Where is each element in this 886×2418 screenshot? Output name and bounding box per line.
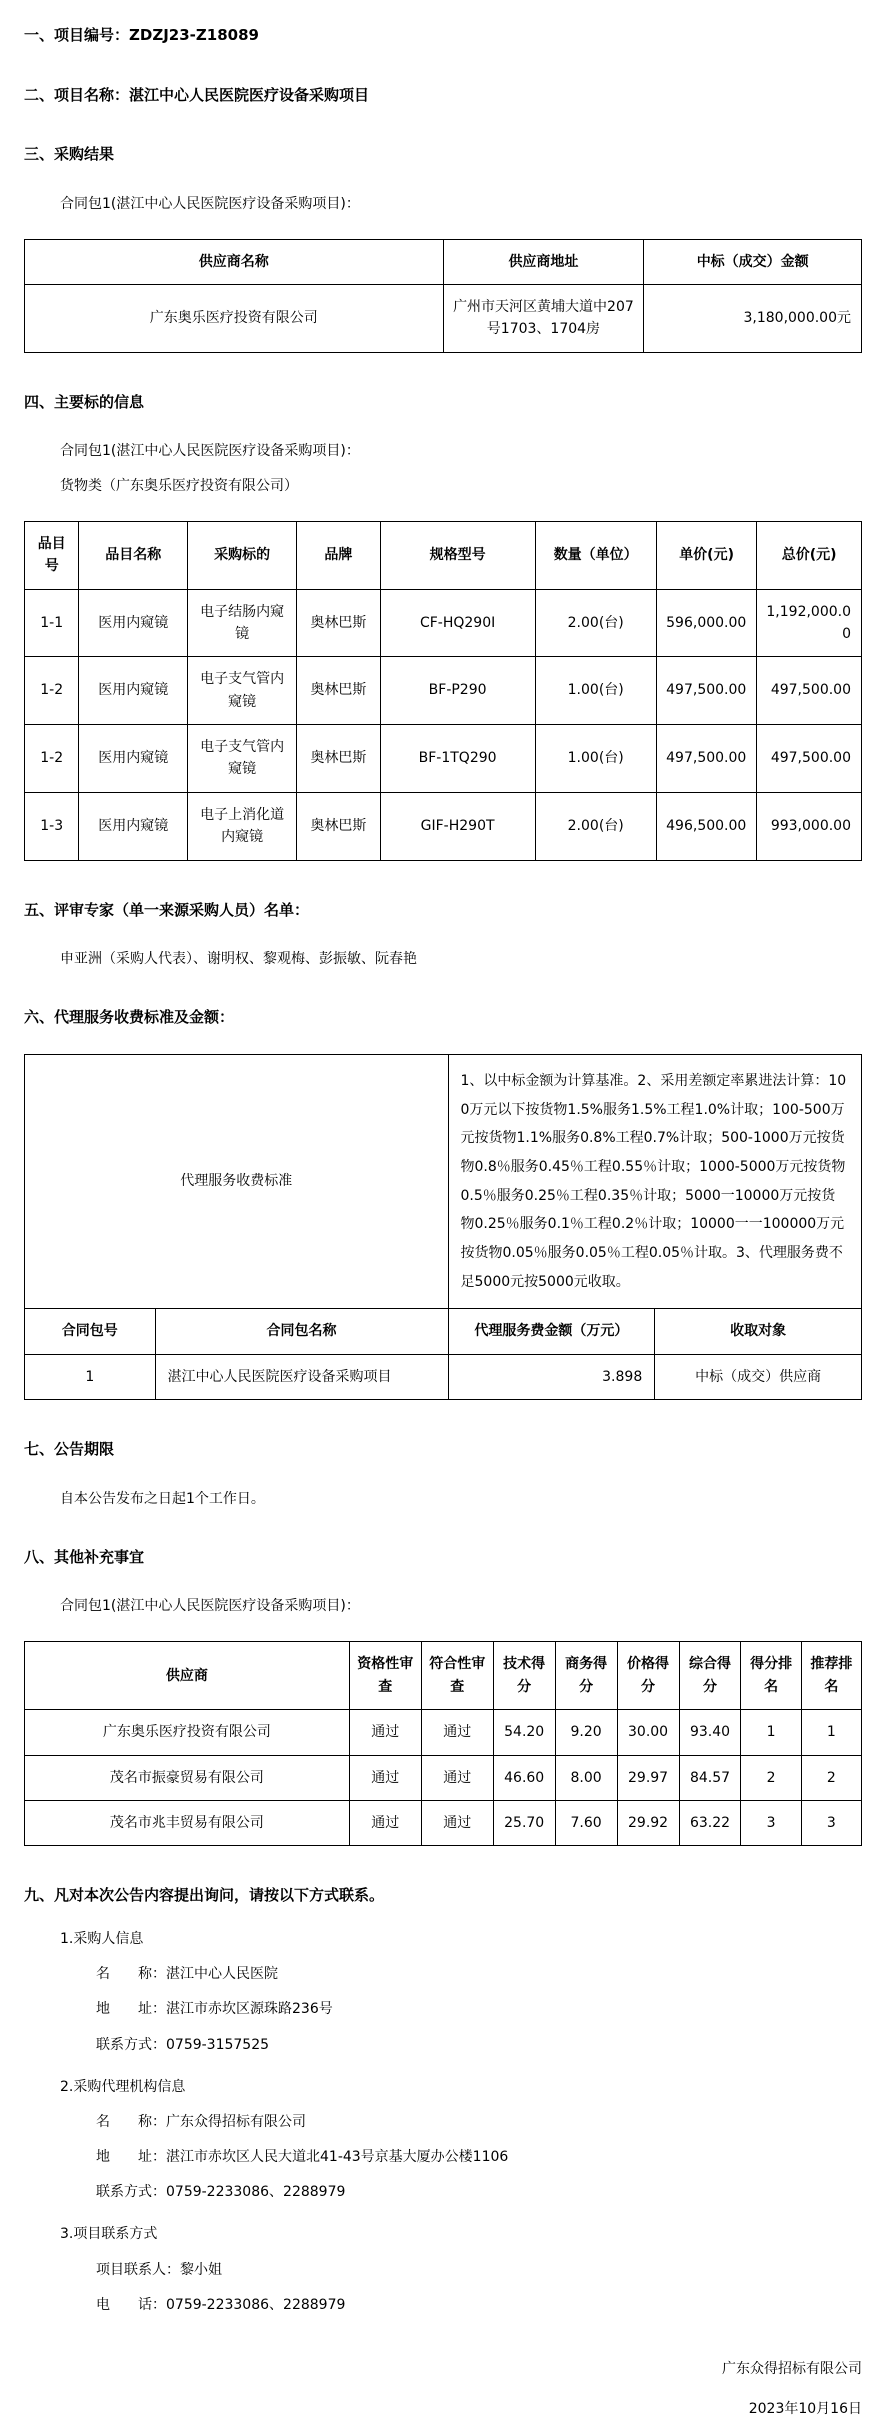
table-cell: 496,500.00 [656,792,756,860]
table-cell: 广东奥乐医疗投资有限公司 [25,1710,350,1755]
section-3-heading: 三、采购结果 [24,145,115,163]
table-cell: 湛江中心人民医院医疗设备采购项目 [155,1354,448,1399]
table-row [25,285,862,353]
table-cell: 广东奥乐医疗投资有限公司 [25,285,444,353]
contact-group-agency [24,2078,862,2202]
table-cell: 2.00(台) [535,792,656,860]
table-cell: 8.00 [555,1755,617,1800]
table-cell: 医用内窥镜 [79,589,188,657]
table-cell: 3 [741,1801,801,1846]
table-cell: 茂名市振豪贸易有限公司 [25,1755,350,1800]
s3-package-label: 合同包1(湛江中心人民医院医疗设备采购项目)： [60,195,360,212]
table-cell: 医用内窥镜 [79,657,188,725]
table-cell: 电子支气管内窥镜 [188,725,297,793]
table-cell: GIF-H290T [380,792,535,860]
column-header: 代理服务费金额（万元） [448,1309,655,1354]
section-4-heading: 四、主要标的信息 [24,392,145,411]
table-row [25,792,862,860]
column-header: 资格性审查 [349,1642,421,1710]
announcement-period-text: 自本公告发布之日起1个工作日。 [60,1490,265,1507]
table-cell: 奥林巴斯 [296,657,380,725]
table-cell: 1,192,000.00 [757,589,862,657]
table-cell: 奥林巴斯 [296,725,380,793]
agency-fee-table [24,1054,862,1400]
procurement-announcement [24,26,862,2418]
procurement-result-table [24,239,862,353]
contact-line: 联系方式：0759-3157525 [96,2036,270,2053]
column-header: 供应商 [25,1642,350,1710]
table-cell: 1 [741,1710,801,1755]
column-header: 价格得分 [617,1642,679,1710]
table-cell: 通过 [349,1755,421,1800]
table-cell: 497,500.00 [757,657,862,725]
table-cell: BF-1TQ290 [380,725,535,793]
table-cell: 29.92 [617,1801,679,1846]
table-cell: CF-HQ290I [380,589,535,657]
section-5-heading: 五、评审专家（单一来源采购人员）名单： [24,900,310,919]
column-header: 品牌 [296,521,380,589]
table-cell: 1 [801,1710,861,1755]
contact-line: 名 称：湛江中心人民医院 [96,1966,278,1983]
contact-line: 地 址：湛江市赤坎区源珠路236号 [96,2001,333,2018]
table-row [25,1710,862,1755]
contact-group-title: 3.项目联系方式 [60,2226,158,2243]
column-header: 采购标的 [188,521,297,589]
table-cell: 497,500.00 [656,657,756,725]
contact-line: 名 称：广东众得招标有限公司 [96,2113,306,2130]
contact-group-title: 1.采购人信息 [60,1930,144,1947]
table-cell: 9.20 [555,1710,617,1755]
table-cell: 广州市天河区黄埔大道中207号1703、1704房 [443,285,644,353]
table-cell: 通过 [349,1710,421,1755]
section-2-heading: 二、项目名称：湛江中心人民医院医疗设备采购项目 [24,85,370,104]
fee-header-row [25,1309,862,1354]
table-row [25,1801,862,1846]
table-cell: 医用内窥镜 [79,725,188,793]
signing-date: 2023年10月16日 [748,2401,862,2418]
column-header: 供应商地址 [443,239,644,284]
column-header: 推荐排名 [801,1642,861,1710]
s8-package-label: 合同包1(湛江中心人民医院医疗设备采购项目)： [60,1598,360,1615]
fee-standard-label: 代理服务收费标准 [25,1054,449,1309]
column-header: 得分排名 [741,1642,801,1710]
column-header: 合同包名称 [155,1309,448,1354]
table-cell: 3.898 [448,1354,655,1399]
contact-line: 联系方式：0759-2233086、2288979 [96,2184,346,2201]
table-cell: 通过 [421,1801,493,1846]
table-cell: 3 [801,1801,861,1846]
column-header: 中标（成交）金额 [644,239,862,284]
column-header: 总价(元) [757,521,862,589]
expert-names: 申亚洲（采购人代表）、谢明权、黎观梅、彭振敏、阮春艳 [60,951,417,968]
table-cell: 30.00 [617,1710,679,1755]
table-row [25,725,862,793]
s4-category-label: 货物类（广东奥乐医疗投资有限公司） [60,477,298,494]
column-header: 综合得分 [679,1642,741,1710]
contact-group-project [24,2225,862,2314]
table-cell: 54.20 [493,1710,555,1755]
fee-standard-text: 1、以中标金额为计算基准。2、采用差额定率累进法计算：100万元以下按货物1.5%服务1.5%工程1.0%计取；100-500万元按货物1.1%服务0.8%工程0.7%计取；500-1000万元按货物0.8％服务0.45％工程0.55％计取；1000-5000万元按货物0.5％服务0.25％工程0.35％计取；5000一10000万元按货物0.25％服务0.1％工程0.2％计取；10000一一100000万元按货物0.05％服务0.05％工程0.05％计取。3、代理服务费不足5000元按5000元收取。 [448,1054,862,1309]
table-cell: 993,000.00 [757,792,862,860]
signature-block [24,2360,862,2418]
table-cell: 46.60 [493,1755,555,1800]
table-cell: 中标（成交）供应商 [655,1354,862,1399]
table-cell: 2.00(台) [535,589,656,657]
table-row [25,1755,862,1800]
column-header: 单价(元) [656,521,756,589]
table-cell: 7.60 [555,1801,617,1846]
column-header: 合同包号 [25,1309,156,1354]
table-cell: 奥林巴斯 [296,792,380,860]
table-cell: 奥林巴斯 [296,589,380,657]
table-row [25,589,862,657]
table-cell: 29.97 [617,1755,679,1800]
s4-package-label: 合同包1(湛江中心人民医院医疗设备采购项目)： [60,443,360,460]
column-header: 技术得分 [493,1642,555,1710]
table-cell: 通过 [349,1801,421,1846]
table-cell: 93.40 [679,1710,741,1755]
column-header: 规格型号 [380,521,535,589]
table-header-row [25,239,862,284]
table-cell: 电子上消化道内窥镜 [188,792,297,860]
table-header-row [25,1642,862,1710]
contact-group-title: 2.采购代理机构信息 [60,2078,186,2095]
column-header: 品目名称 [79,521,188,589]
section-6-heading: 六、代理服务收费标准及金额： [24,1008,235,1027]
main-items-table [24,521,862,861]
table-cell: 2 [801,1755,861,1800]
table-cell: BF-P290 [380,657,535,725]
supplier-evaluation-table [24,1641,862,1846]
table-cell: 通过 [421,1710,493,1755]
signing-agency: 广东众得招标有限公司 [722,2361,862,2377]
section-9-heading: 九、凡对本次公告内容提出询问，请按以下方式联系。 [24,1886,385,1905]
table-cell: 2 [741,1755,801,1800]
table-cell: 1-2 [25,657,79,725]
section-7-heading: 七、公告期限 [24,1440,115,1459]
contact-group-purchaser [24,1930,862,2054]
column-header: 收取对象 [655,1309,862,1354]
column-header: 商务得分 [555,1642,617,1710]
table-cell: 1-1 [25,589,79,657]
table-cell: 电子结肠内窥镜 [188,589,297,657]
table-cell: 497,500.00 [757,725,862,793]
table-cell: 1.00(台) [535,725,656,793]
table-cell: 1.00(台) [535,657,656,725]
section-1-heading: 一、项目编号：ZDZJ23-Z18089 [24,26,259,44]
table-cell: 医用内窥镜 [79,792,188,860]
table-cell: 3,180,000.00元 [644,285,862,353]
section-8-heading: 八、其他补充事宜 [24,1547,145,1566]
contact-line: 电 话：0759-2233086、2288979 [96,2296,346,2313]
fee-standard-row [25,1054,862,1309]
table-cell: 596,000.00 [656,589,756,657]
table-cell: 63.22 [679,1801,741,1846]
table-cell: 25.70 [493,1801,555,1846]
table-cell: 497,500.00 [656,725,756,793]
table-cell: 通过 [421,1755,493,1800]
table-cell: 84.57 [679,1755,741,1800]
column-header: 品目号 [25,521,79,589]
column-header: 数量（单位） [535,521,656,589]
fee-data-row [25,1354,862,1399]
table-cell: 1-3 [25,792,79,860]
table-cell: 茂名市兆丰贸易有限公司 [25,1801,350,1846]
table-header-row [25,521,862,589]
table-cell: 电子支气管内窥镜 [188,657,297,725]
table-cell: 1-2 [25,725,79,793]
column-header: 供应商名称 [25,239,444,284]
contact-line: 地 址：湛江市赤坎区人民大道北41-43号京基大厦办公楼1106 [96,2149,509,2166]
contact-line: 项目联系人：黎小姐 [96,2261,222,2278]
table-cell: 1 [25,1354,156,1399]
column-header: 符合性审查 [421,1642,493,1710]
table-row [25,657,862,725]
